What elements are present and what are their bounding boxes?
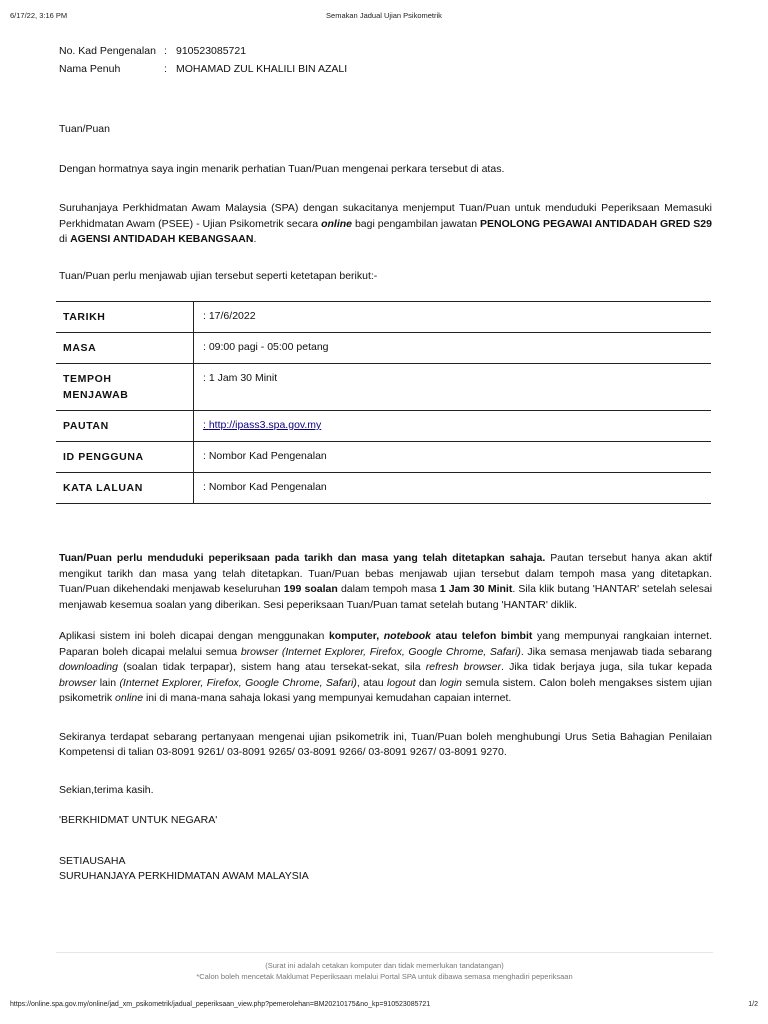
p2-text-4: (soalan tidak terpapar), sistem hang atau tersekat-sekat, sila: [117, 661, 426, 673]
name-row: [59, 61, 712, 79]
letter-body: [59, 43, 712, 885]
tarikh-value: : 17/6/2022: [194, 302, 712, 333]
p2-text-7: , atau: [356, 676, 387, 689]
table-row: [56, 333, 711, 364]
p1-text-2: dalam tempoh masa: [337, 583, 440, 595]
tempoh-value: : 1 Jam 30 Minit: [194, 364, 712, 411]
id-pengguna-value: : Nombor Kad Pengenalan: [194, 442, 712, 473]
p2-italic-3: refresh browser: [425, 661, 501, 673]
kata-laluan-value: : Nombor Kad Pengenalan: [194, 473, 712, 504]
table-row: [56, 442, 711, 473]
p1-text-3: . Sila klik butang 'HANTAR' setelah selesai menjawab kesemua soalan yang diberikan. Sesi peperiksaan Tuan/Puan tamat setelah butang 'HANTAR' diklik.: [59, 583, 713, 611]
p2-text-8: dan: [415, 676, 440, 689]
print-title: Semakan Jadual Ujian Psikometrik: [326, 11, 442, 20]
print-datetime: 6/17/22, 3:16 PM: [10, 11, 68, 20]
access-paragraph: [59, 629, 712, 707]
p2-text-6: lain: [96, 676, 120, 689]
footnote-line-2: *Calon boleh mencetak Maklumat Peperiksaan melalui Portal SPA untuk dibawa semasa menghadiri peperiksaan: [196, 972, 573, 981]
table-row: [56, 302, 711, 333]
invitation-paragraph: [59, 201, 712, 248]
p2-text-5: . Jika tidak berjaya juga, sila tukar kepada: [500, 661, 712, 673]
tempoh-label: [56, 364, 194, 411]
p2-bold-1: komputer,: [328, 630, 380, 642]
print-url: https://online.spa.gov.my/online/jad_xm_psikometrik/jadual_peperiksaan_view.php?pemerolehan=BM20210175&no_kp=910523085721: [10, 1001, 431, 1008]
p2-italic-5: (Internet Explorer, Firefox, Google Chrome, Safari): [119, 676, 357, 689]
ic-label: No. Kad Pengenalan: [59, 45, 156, 58]
name-label: Nama Penuh: [59, 63, 121, 76]
ic-colon: :: [164, 45, 167, 58]
invite-position: PENOLONG PEGAWAI ANTIDADAH GRED S29: [480, 217, 712, 230]
table-row: [56, 473, 711, 504]
masa-label: MASA: [56, 333, 194, 364]
invite-text-2: bagi pengambilan jawatan: [352, 217, 481, 230]
p2-text-1: Aplikasi sistem ini boleh dicapai dengan menggunakan: [59, 630, 329, 642]
table-row: [56, 364, 711, 411]
footnote-block: [56, 952, 713, 982]
pautan-prefix: :: [203, 419, 209, 431]
salutation: Tuan/Puan: [59, 123, 110, 135]
invite-online: online: [321, 217, 353, 230]
p1-question-count: 199 soalan: [283, 583, 338, 595]
page-number: 1/2: [748, 1001, 758, 1008]
id-pengguna-label: ID PENGGUNA: [56, 442, 194, 473]
invite-text-3: di: [59, 233, 71, 245]
table-row: [56, 411, 711, 442]
name-colon: :: [164, 63, 167, 76]
signatory-title: SETIAUSAHA: [59, 854, 126, 867]
closing: Sekian,terima kasih.: [59, 783, 154, 796]
pautan-label: PAUTAN: [56, 411, 194, 442]
exam-rules-paragraph: [59, 551, 712, 613]
signatory-block: [59, 854, 712, 885]
tempoh-label-line2: MENJAWAB: [63, 388, 129, 401]
p1-duration: 1 Jam 30 Minit: [439, 583, 513, 595]
masa-value: : 09:00 pagi - 05:00 petang: [194, 333, 712, 364]
p2-text-2: yang mempunyai rangkaian internet. Paparan boleh dicapai melalui semua: [59, 630, 712, 658]
kata-laluan-label: KATA LALUAN: [56, 473, 194, 504]
schedule-table: [56, 301, 711, 504]
pautan-value: [194, 411, 712, 442]
intro-paragraph: Dengan hormatnya saya ingin menarik perhatian Tuan/Puan mengenai perkara tersebut di atas.: [59, 162, 505, 175]
ic-row: [59, 43, 712, 61]
p2-italic-7: login: [439, 676, 462, 689]
signatory-org: SURUHANJAYA PERKHIDMATAN AWAM MALAYSIA: [59, 870, 309, 882]
invite-text-1: Suruhanjaya Perkhidmatan Awam Malaysia (SPA) dengan sukacitanya menjemput Tuan/Puan untuk menduduki Peperiksaan Memasuki Perkhidmatan Awam (PSEE) - Ujian Psikometrik secara: [59, 202, 712, 230]
p2-notebook: notebook: [383, 630, 432, 642]
p2-italic-1: browser (Internet Explorer, Firefox, Google Chrome, Safari): [240, 645, 521, 658]
name-value: MOHAMAD ZUL KHALILI BIN AZALI: [176, 63, 348, 76]
p2-italic-2: downloading: [59, 661, 118, 673]
p1-text-1: Pautan tersebut hanya akan aktif mengikut tarikh dan masa yang telah ditetapkan. Tuan/Puan bebas menjawab ujian tersebut dalam tempoh masa yang ditetapkan. Tuan/Puan dikehendaki menjawab keseluruhan: [59, 552, 712, 595]
ic-value: 910523085721: [176, 45, 247, 58]
print-footer: [10, 1001, 758, 1013]
p2-text-3: . Jika semasa menjawab tiada sebarang: [520, 645, 712, 658]
motto: 'BERKHIDMAT UNTUK NEGARA': [59, 814, 218, 826]
p2-text-10: ini di mana-mana sahaja lokasi yang mempunyai kemudahan capaian internet.: [143, 692, 512, 704]
tarikh-label: TARIKH: [56, 302, 194, 333]
schedule-intro: Tuan/Puan perlu menjawab ujian tersebut seperti ketetapan berikut:-: [59, 269, 378, 282]
print-header: [10, 11, 758, 23]
p2-bold-2: atau telefon bimbit: [431, 630, 533, 642]
identity-block: [59, 43, 712, 79]
footnote-line-1: (Surat ini adalah cetakan komputer dan tidak memerlukan tandatangan): [265, 961, 504, 970]
contact-paragraph: Sekiranya terdapat sebarang pertanyaan mengenai ujian psikometrik ini, Tuan/Puan boleh menghubungi Urus Setia Bahagian Penilaian Kompetensi di talian 03-8091 9261/ 03-8091 9265/ 03-8091 9266/ 03-8091 9267/ 03-8091 9270.: [59, 730, 712, 758]
invite-agency: AGENSI ANTIDADAH KEBANGSAAN: [70, 233, 254, 245]
p2-italic-4: browser: [59, 676, 97, 689]
p2-text-9: semula sistem. Calon boleh mengakses sistem ujian psikometrik: [59, 676, 712, 704]
pautan-link[interactable]: http://ipass3.spa.gov.my: [208, 419, 322, 431]
p2-italic-6: logout: [386, 676, 416, 689]
tempoh-label-line1: TEMPOH: [63, 373, 112, 385]
p2-italic-8: online: [115, 692, 144, 704]
invite-text-4: .: [253, 233, 257, 245]
p1-bold: Tuan/Puan perlu menduduki peperiksaan pada tarikh dan masa yang telah ditetapkan sahaja.: [59, 552, 546, 564]
